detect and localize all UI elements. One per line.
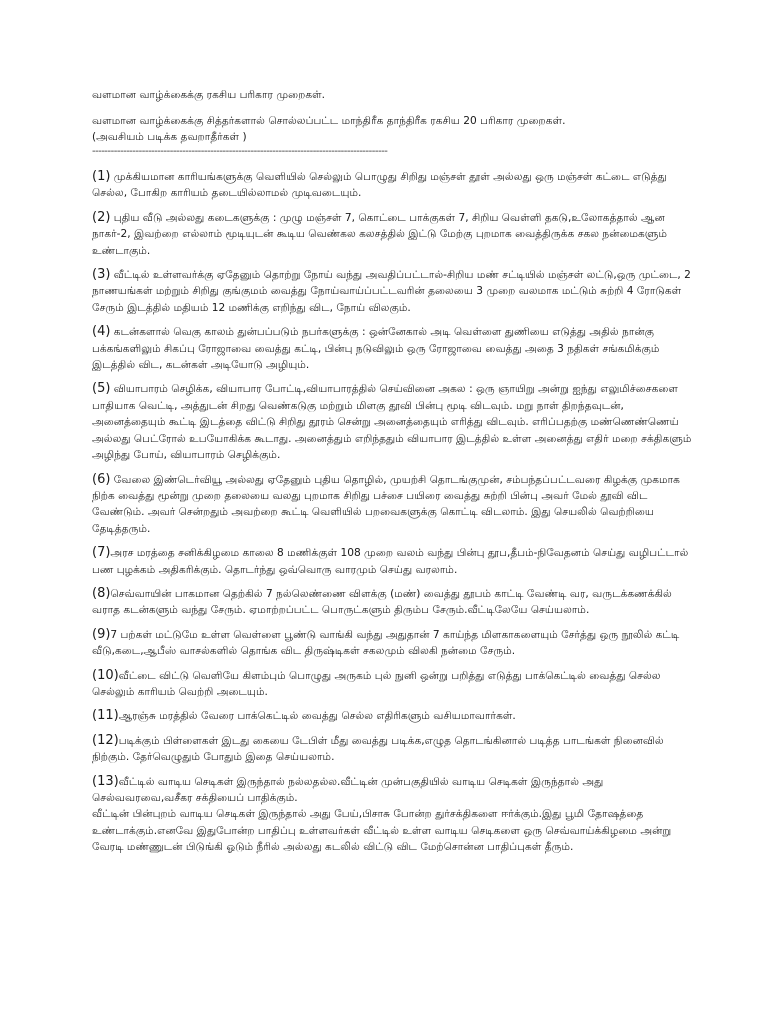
remedy-item (92, 668, 698, 701)
remedy-item (92, 169, 698, 202)
document-page (92, 88, 698, 864)
remedy-text: ஆரஞ்சு மரத்தில் வேரை பாக்கெட்டில் வைத்து செல்ல எதிரிகளும் வசியமாவார்கள். (118, 710, 516, 723)
remedy-extra-text: வீட்டின் பின்புறம் வாடிய செடிகள் இருந்தால் அது பேய்,பிசாசு போன்ற துர்சக்திகளை ஈர்க்கும்.இது பூமி தோஷத்தை உண்டாக்கும்.எனவே இதுபோன்ற பாதிப்பு உள்ளவர்கள் வீட்டில் உள்ள வாடிய செடிகளை ஒரு செவ்வாய்க்கிழமை அன்று வேரடி மண்ணுடன் பிடுங்கி ஓடும் நீரில் அல்லது கடலில் விட்டு விட மேற்சொன்ன பாதிப்புகள் தீரும். (92, 808, 672, 854)
dashed-divider: ----------------------------------------------------------------------------------------------- (92, 146, 388, 157)
document-title: வளமான வாழ்க்கைக்கு ரகசிய பரிகார முறைகள். (92, 89, 326, 101)
remedy-number: (1) (92, 169, 111, 184)
remedy-item (92, 324, 698, 373)
remedy-number: (11) (92, 708, 119, 724)
remedy-number: (5) (92, 381, 111, 397)
remedy-item (92, 774, 698, 856)
remedy-number: (7) (92, 545, 111, 561)
remedy-text: செவ்வாயின் பாகமான தெற்கில் 7 நல்லெண்ணை விளக்கு (மண்) வைத்து தூபம் காட்டி வேண்டி வர, வருடக்கணக்கில் வராத கடன்களும் வந்து சேரும். ஏமாற்றப்பட்ட பொருட்களும் திரும்ப சேரும்.வீட்டிலேயே செய்யலாம். (92, 587, 672, 617)
remedy-number: (3) (92, 267, 111, 283)
remedy-text: புதிய வீடு அல்லது கடைகளுக்கு : முழு மஞ்சள் 7, கொட்டை பாக்குகள் 7, சிறிய வெள்ளி தகடு,உலோகத்தால் ஆன நாகர்-2, இவற்றை எல்லாம் மூடியுடன் கூடிய வெண்கல கலசத்தில் இட்டு மேற்கு புறமாக வைத்திருக்க சகல நன்மைகளும் உண்டாகும். (92, 211, 667, 257)
remedy-text: கடன்களால் வெகு காலம் துன்பப்படும் நபர்களுக்கு : ஒன்னேகால் அடி வெள்ளை துணியை எடுத்து அதில் நான்கு பக்கங்களிலும் சிகப்பு ரோஜாவை வைத்து கட்டி, பின்பு நடுவிலும் ஒரு ரோஜாவை வைத்து அதை 3 நதிகள் சங்கமிக்கும் இடத்தில் விட, கடன்கள் அடியோடு அழியும். (92, 326, 660, 372)
remedy-text: முக்கியமான காரியங்களுக்கு வெளியில் செல்லும் பொழுது சிறிது மஞ்சள் தூள் அல்லது ஒரு மஞ்சள் கட்டை எடுத்து செல்ல, போகிற காரியம் தடையில்லாமல் முடிவடையும். (92, 171, 667, 200)
remedy-number: (2) (92, 209, 111, 225)
intro-line-1: வளமான வாழ்க்கைக்கு சித்தர்களால் சொல்லப்பட்ட மாந்திரீக தாந்திரீக ரகசிய 20 பரிகார முறைகள். (92, 115, 566, 127)
remedy-number: (4) (92, 324, 111, 340)
remedy-item (92, 627, 698, 660)
remedy-list (92, 169, 698, 856)
remedy-item (92, 708, 698, 724)
remedy-item (92, 472, 698, 538)
remedy-text: 7 பற்கள் மட்டுமே உள்ள வெள்ளை பூண்டு வாங்கி வந்து அதுதான் 7 காய்ந்த மிளகாகளையும் சேர்த்து ஒரு நூலில் கட்டி வீடு,கடை,ஆபீஸ் வாசல்களில் தொங்க விட திருஷ்டிகள் சகலமும் விலகி நன்மை சேரும். (92, 628, 680, 658)
remedy-text: வியாபாரம் செழிக்க, வியாபார போட்டி,வியாபாரத்தில் செய்வினை அகல : ஒரு ஞாயிறு அன்று ஐந்து எலுமிச்சைகளை பாதியாக வெட்டி, அத்துடன் சிறது வெண்கடுகு மற்றும் மிளகு தூவி பின்பு மூடி விடவும். மறு நாள் திறந்தவுடன், அனைத்தையும் கூட்டி இடத்தை விட்டு சிறிது தூரம் சென்று அனைத்தையும் எரித்து விடவும். எரிப்பதற்கு மண்ணெண்ணெய் அல்லது பெட்ரோல் உபயோகிக்க கூடாது. அனைத்தும் எறிந்ததும் வியாபார இடத்தில் உள்ள அனைத்து எதிர் மறை சக்திகளும் அழிந்து போய், வியாபாரம் செழிக்கும். (92, 383, 692, 462)
remedy-number: (12) (92, 732, 119, 748)
remedy-number: (9) (92, 626, 111, 642)
remedy-item (92, 381, 698, 463)
remedy-number: (10) (92, 667, 119, 683)
remedy-number: (8) (92, 585, 111, 601)
remedy-text: வீட்டில் உள்ளவர்க்கு ஏதேனும் தொற்று நோய் வந்து அவதிப்பட்டால்-சிறிய மண் சட்டியில் மஞ்சள் லட்டு,ஒரு முட்டை, 2 நாணயங்கள் மற்றும் சிறிது குங்குமம் வைத்து நோய்வாய்ப்பட்டவரின் தலையை 3 முறை வலமாக மட்டும் சுற்றி 4 ரோடுகள் சேரும் இடத்தில் மதியம் 12 மணிக்கு எறிந்து விட, நோய் விலகும். (92, 269, 691, 314)
remedy-item (92, 733, 698, 766)
remedy-item (92, 210, 698, 259)
remedy-text: அரச மரத்தை சனிக்கிழமை காலை 8 மணிக்குள் 108 முறை வலம் வந்து பின்பு தூப,தீபம்-நிவேதனம் செய்து வழிபட்டால் பண புழக்கம் அதிகரிக்கும். தொடர்ந்து ஒவ்வொரு வாரமும் செய்து வரலாம். (92, 547, 689, 576)
remedy-number: (13) (92, 773, 119, 789)
remedy-item (92, 267, 698, 316)
remedy-item (92, 545, 698, 578)
remedy-text: வீட்டை விட்டு வெளியே கிளம்பும் பொழுது அருகம் புல் நுனி ஒன்று பறித்து எடுத்து பாக்கெட்டில் வைத்து செல்ல செல்லும் காரியம் வெற்றி அடையும். (92, 669, 661, 698)
remedy-text: வேலை இண்டெர்வியூ அல்லது ஏதேனும் புதிய தொழில், முயற்சி தொடங்குமுன், சம்பந்தப்பட்டவரை கிழக்கு முகமாக நிற்க வைத்து மூன்று முறை தலையை வலது புறமாக சிறிது பச்சை பயிரை வைத்து சுற்றி பின்பு அவர் மேல் தூவி விட வேண்டும். அவர் சென்றதும் அவற்றை கூட்டி வெளியில் பறவைகளுக்கு கொட்டி விடலாம். இது செயலில் வெற்றியை தேடித்தரும். (92, 473, 680, 535)
remedy-text: படிக்கும் பிள்ளைகள் இடது கையை டேபிள் மீது வைத்து படிக்க,எழுத தொடங்கினால் படித்த பாடங்கள் நினைவில் நிற்கும். தேர்வெழுதும் போதும் இதை செய்யலாம். (92, 734, 664, 764)
remedy-number: (6) (92, 471, 111, 487)
intro-line-2: (அவசியம் படிக்க தவறாதீர்கள் ) (92, 131, 247, 143)
remedy-item (92, 586, 698, 619)
remedy-text: வீட்டில் வாடிய செடிகள் இருந்தால் நல்லதல்ல.வீட்டின் முன்பகுதியில் வாடிய செடிகள் இருந்தால் அது செல்வவரவை,வசீகர சக்தியைப் பாதிக்கும். (92, 775, 604, 804)
